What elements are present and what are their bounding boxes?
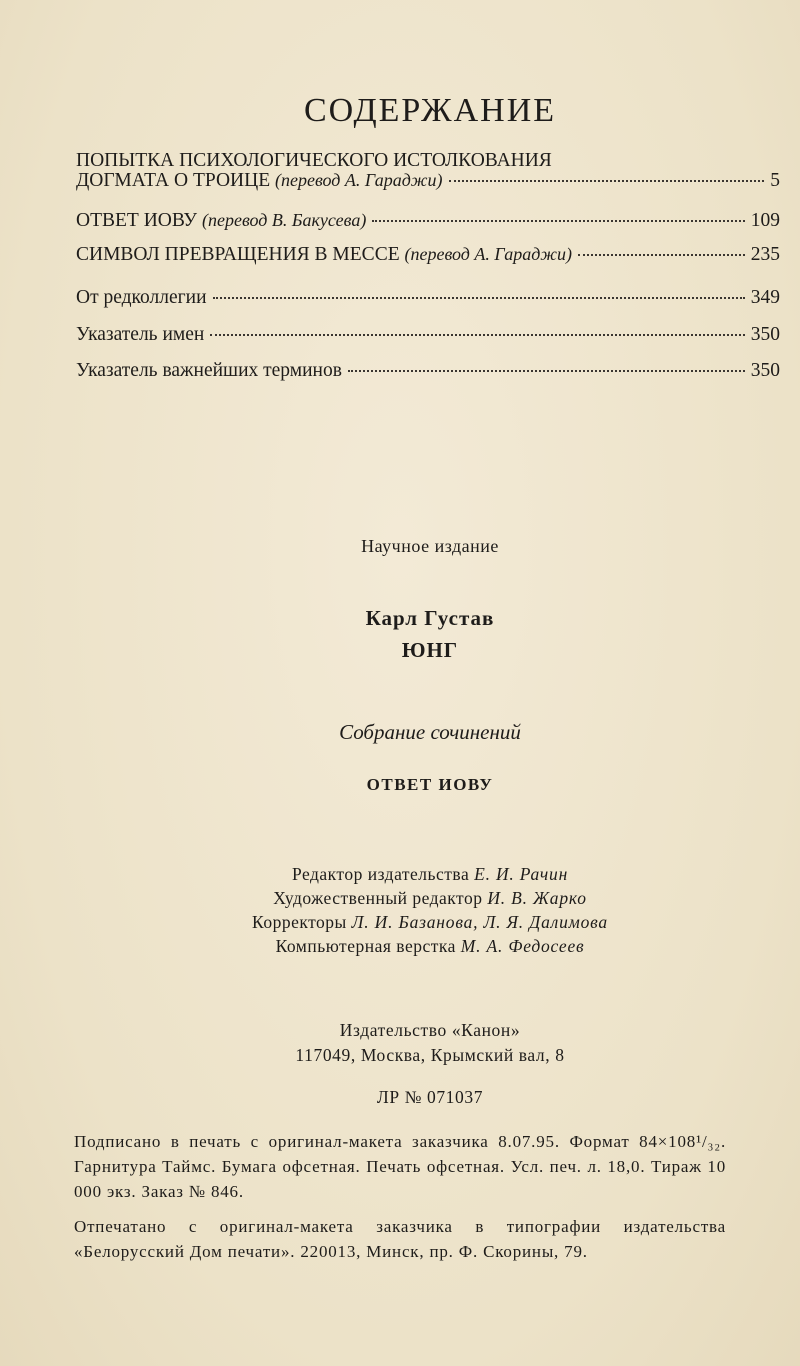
credit-line: Компьютерная верстка М. А. Федосеев <box>275 936 585 956</box>
credit-line: Корректоры Л. И. Базанова, Л. Я. Далимова <box>252 912 608 932</box>
toc-entry-translator: (перевод В. Бакусева) <box>201 210 367 230</box>
dot-leader <box>348 370 745 372</box>
toc-entry-page: 349 <box>750 287 780 308</box>
toc-entry-trinity <box>76 150 780 192</box>
work-title: ОТВЕТ ИОВУ <box>366 775 494 794</box>
toc-entry-translator: (перевод А. Гараджи) <box>404 244 573 264</box>
license-number: ЛР № 071037 <box>376 1087 484 1107</box>
print-imprint: Подписано в печать с оригинал-макета заказчика 8.07.95. Формат 84×108¹/₃₂. Гарнитура Таймс. Бумага офсетная. Печать офсетная. Усл. печ. л. 18,0. Тираж 10 000 экз. Заказ № 846. <box>74 1132 726 1201</box>
toc-entry-name-index <box>76 324 780 346</box>
toc-entry-transformation-symbolism <box>76 244 780 266</box>
toc-entry-title: ОТВЕТ ИОВУ <box>76 210 198 231</box>
edition-type: Научное издание <box>361 536 499 556</box>
author-last-name: ЮНГ <box>401 638 459 662</box>
toc-entry-editorial <box>76 287 780 309</box>
dot-leader <box>578 254 745 256</box>
toc-entry-translator: (перевод А. Гараджи) <box>275 170 443 190</box>
toc-entry-page: 109 <box>750 210 780 231</box>
toc-entry-page: 235 <box>750 244 780 265</box>
author-first-name: Карл Густав <box>365 606 495 630</box>
publisher-address: 117049, Москва, Крымский вал, 8 <box>295 1045 565 1065</box>
dot-leader <box>372 220 744 222</box>
credit-line: Художественный редактор И. В. Жарко <box>273 888 587 908</box>
dot-leader <box>210 334 744 336</box>
toc-entry-page: 5 <box>770 170 780 191</box>
dot-leader <box>449 180 765 182</box>
toc-entry-title: Указатель имен <box>76 324 205 345</box>
toc-entry-title: ДОГМАТА О ТРОИЦЕ <box>76 170 271 191</box>
toc-entry-title: От редколлегии <box>76 287 207 308</box>
toc-heading: СОДЕРЖАНИЕ <box>303 92 557 129</box>
publisher-name: Издательство «Канон» <box>339 1020 521 1040</box>
credit-line: Редактор издательства Е. И. Рачин <box>291 864 569 884</box>
series-title: Собрание сочинений <box>339 720 521 744</box>
toc-entry-term-index <box>76 360 780 382</box>
toc-entry-page: 350 <box>750 324 780 345</box>
printer-imprint: Отпечатано с оригинал-макета заказчика в типографии издательства «Белорусский Дом печати». 220013, Минск, пр. Ф. Скорины, 79. <box>74 1217 726 1261</box>
credits-block <box>0 862 800 958</box>
publisher-block <box>0 1018 800 1068</box>
toc-entry-title: Указатель важнейших терминов <box>76 360 342 381</box>
toc-entry-page: 350 <box>750 360 780 381</box>
toc-entry-answer-to-job <box>76 210 780 232</box>
toc-entry-title-line1: ПОПЫТКА ПСИХОЛОГИЧЕСКОГО ИСТОЛКОВАНИЯ <box>76 150 552 171</box>
dot-leader <box>213 297 745 299</box>
toc-entry-title: СИМВОЛ ПРЕВРАЩЕНИЯ В МЕССЕ <box>76 244 400 265</box>
